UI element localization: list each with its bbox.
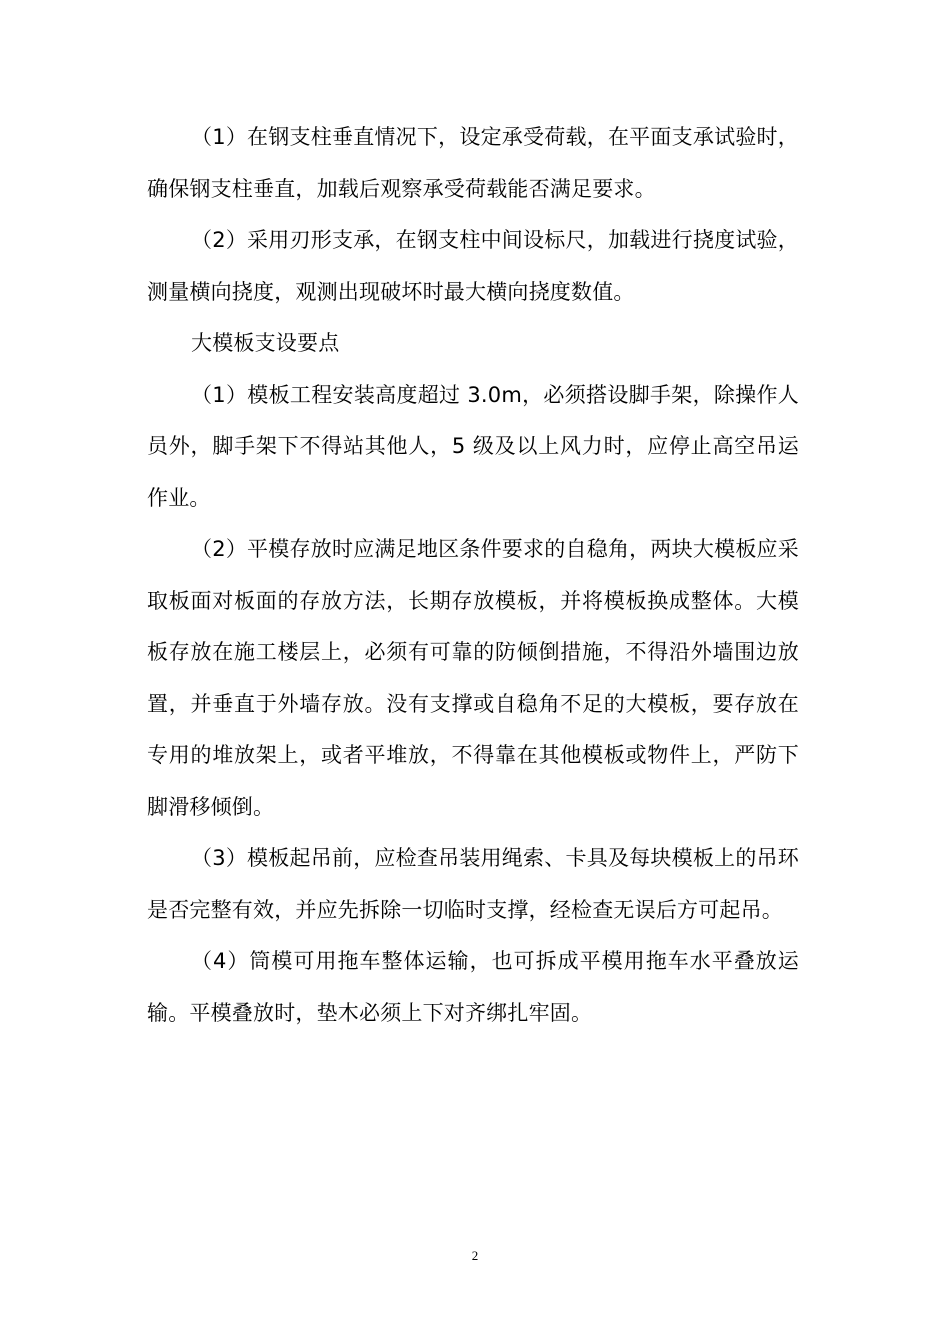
paragraph-deflection-test: （2）采用刃形支承，在钢支柱中间设标尺，加载进行挠度试验，测量横向挠度，观测出现破坏时最大横向挠度数值。 [147,228,799,304]
section-heading-large-formwork: 大模板支设要点 [191,331,340,355]
paragraph-flat-formwork-storage: （2）平模存放时应满足地区条件要求的自稳角，两块大模板应采取板面对板面的存放方法，长期存放模板，并将模板换成整体。大模板存放在施工楼层上，必须有可靠的防倾倒措施，不得沿外墙围边放置，并垂直于外墙存放。没有支撑或自稳角不足的大模板，要存放在专用的堆放架上，或者平堆放，不得靠在其他模板或物件上，严防下脚滑移倾倒。 [147,537,799,819]
paragraph-lifting-inspection: （3）模板起吊前，应检查吊装用绳索、卡具及每块模板上的吊环是否完整有效，并应先拆除一切临时支撑，经检查无误后方可起吊。 [147,846,799,922]
document-body [147,112,799,1039]
page-number: 2 [471,1248,479,1263]
paragraph-steel-column-vertical-test: （1）在钢支柱垂直情况下，设定承受荷载，在平面支承试验时，确保钢支柱垂直，加载后观察承受荷载能否满足要求。 [147,125,799,201]
paragraph-tube-formwork-transport: （4）筒模可用拖车整体运输，也可拆成平模用拖车水平叠放运输。平模叠放时，垫木必须上下对齐绑扎牢固。 [147,949,799,1025]
paragraph-installation-height: （1）模板工程安装高度超过 3.0m，必须搭设脚手架，除操作人员外，脚手架下不得站其他人，5 级及以上风力时，应停止高空吊运作业。 [147,382,799,510]
